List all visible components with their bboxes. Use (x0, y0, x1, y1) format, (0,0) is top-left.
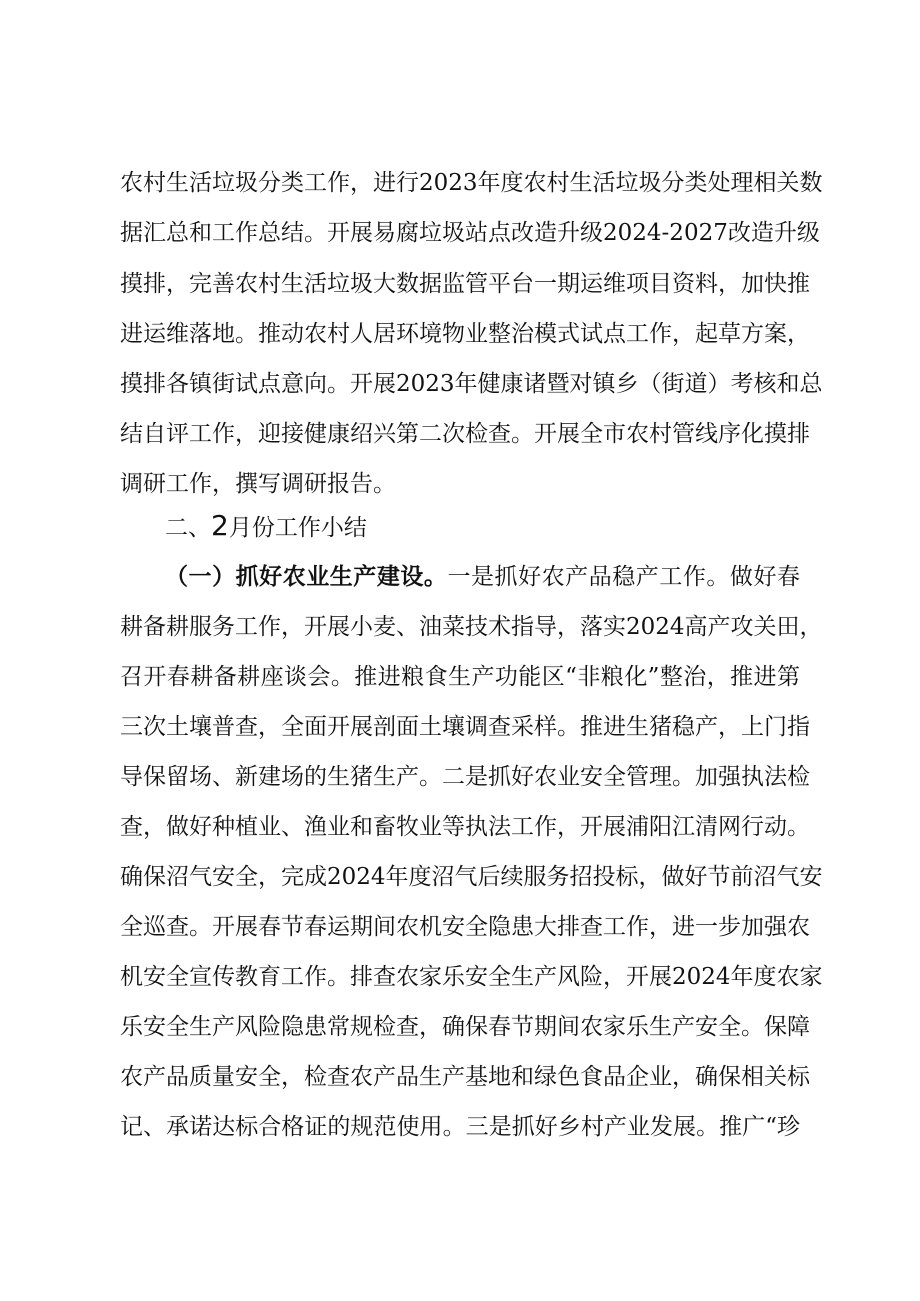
paragraph-line: 农产品质量安全，检查农产品生产基地和绿色食品企业，确保相关标 (120, 1064, 810, 1090)
section-heading-prefix: 二、 (165, 515, 211, 541)
paragraph-line: 进运维落地。推动农村人居环境物业整治模式试点工作，起草方案， (120, 321, 810, 347)
paragraph-line: 乐安全生产风险隐患常规检查，确保春节期间农家乐生产安全。保障 (120, 1014, 810, 1040)
paragraph-line: 机安全宣传教育工作。排查农家乐安全生产风险，开展2024年度农家 (120, 964, 823, 990)
subsection-first-line-text: 一是抓好农产品稳产工作。做好春 (447, 564, 801, 590)
section-heading-number: 2 (211, 509, 229, 542)
paragraph-line: 记、承诺达标合格证的规范使用。三是抓好乡村产业发展。推广“珍 (120, 1114, 800, 1140)
section-heading (165, 506, 367, 546)
subsection-heading: （一）抓好农业生产建设。 (165, 564, 448, 590)
paragraph-line: 查，做好种植业、渔业和畜牧业等执法工作，开展浦阳江清网行动。 (120, 814, 810, 840)
paragraph-line: 摸排各镇街试点意向。开展2023年健康诸暨对镇乡（街道）考核和总 (120, 371, 823, 397)
subsection-first-line (165, 557, 800, 597)
paragraph-line: 农村生活垃圾分类工作，进行2023年度农村生活垃圾分类处理相关数 (120, 170, 823, 196)
paragraph-line: 摸排，完善农村生活垃圾大数据监管平台一期运维项目资料，加快推 (120, 271, 810, 297)
paragraph-line: 召开春耕备耕座谈会。推进粮食生产功能区“非粮化”整治，推进第 (120, 664, 800, 690)
paragraph-line: 耕备耕服务工作，开展小麦、油菜技术指导，落实2024高产攻关田， (120, 614, 823, 640)
paragraph-line: 据汇总和工作总结。开展易腐垃圾站点改造升级2024-2027改造升级 (120, 220, 820, 246)
paragraph-line: 全巡查。开展春节春运期间农机安全隐患大排查工作，进一步加强农 (120, 914, 810, 940)
paragraph-line: 三次土壤普查，全面开展剖面土壤调查采样。推进生猪稳产，上门指 (120, 714, 810, 740)
section-heading-suffix: 月份工作小结 (228, 515, 367, 541)
paragraph-line: 确保沼气安全，完成2024年度沼气后续服务招投标，做好节前沼气安 (120, 864, 823, 890)
paragraph-line: 结自评工作，迎接健康绍兴第二次检查。开展全市农村管线序化摸排 (120, 421, 810, 447)
paragraph-line: 调研工作，撰写调研报告。 (120, 471, 396, 497)
paragraph-line: 导保留场、新建场的生猪生产。二是抓好农业安全管理。加强执法检 (120, 764, 810, 790)
